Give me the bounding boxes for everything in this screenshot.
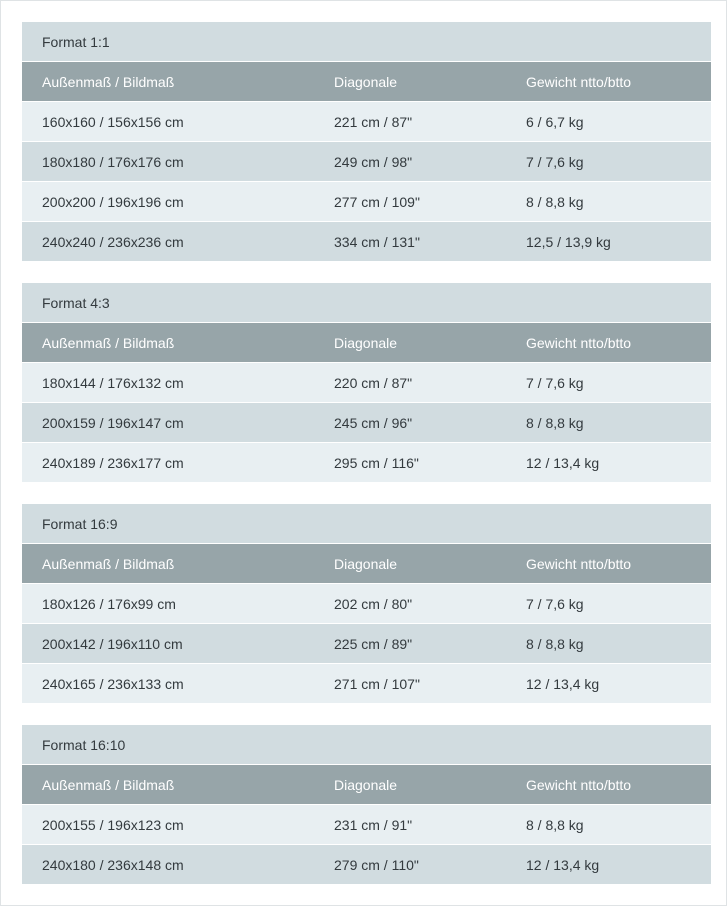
header-size: Außenmaß / Bildmaß [22, 765, 314, 805]
column-header-row [22, 323, 711, 363]
header-weight: Gewicht ntto/btto [506, 323, 711, 363]
format-title-row [22, 283, 711, 323]
format-title: Format 16:10 [22, 725, 711, 765]
table-row [22, 584, 711, 624]
cell-diagonal: 295 cm / 116" [314, 443, 506, 483]
table-row [22, 805, 711, 845]
column-header-row [22, 544, 711, 584]
cell-size: 200x155 / 196x123 cm [22, 805, 314, 845]
cell-size: 180x180 / 176x176 cm [22, 142, 314, 182]
format-title: Format 4:3 [22, 283, 711, 323]
cell-diagonal: 271 cm / 107" [314, 664, 506, 704]
header-diagonal: Diagonale [314, 765, 506, 805]
cell-weight: 12 / 13,4 kg [506, 443, 711, 483]
cell-diagonal: 334 cm / 131" [314, 222, 506, 262]
header-size: Außenmaß / Bildmaß [22, 323, 314, 363]
cell-size: 240x165 / 236x133 cm [22, 664, 314, 704]
table-row [22, 664, 711, 704]
header-weight: Gewicht ntto/btto [506, 765, 711, 805]
cell-diagonal: 220 cm / 87" [314, 363, 506, 403]
cell-diagonal: 221 cm / 87" [314, 102, 506, 142]
table-row [22, 363, 711, 403]
header-diagonal: Diagonale [314, 62, 506, 102]
cell-diagonal: 279 cm / 110" [314, 845, 506, 885]
header-size: Außenmaß / Bildmaß [22, 62, 314, 102]
cell-size: 240x189 / 236x177 cm [22, 443, 314, 483]
cell-diagonal: 249 cm / 98" [314, 142, 506, 182]
format-table-1-1 [22, 22, 711, 261]
cell-weight: 8 / 8,8 kg [506, 182, 711, 222]
header-diagonal: Diagonale [314, 323, 506, 363]
table-row [22, 142, 711, 182]
table-row [22, 624, 711, 664]
cell-weight: 7 / 7,6 kg [506, 363, 711, 403]
cell-size: 160x160 / 156x156 cm [22, 102, 314, 142]
cell-size: 240x240 / 236x236 cm [22, 222, 314, 262]
cell-diagonal: 277 cm / 109" [314, 182, 506, 222]
format-title-row [22, 22, 711, 62]
format-table-4-3 [22, 283, 711, 482]
table-row [22, 443, 711, 483]
format-table-16-10 [22, 725, 711, 884]
cell-weight: 12 / 13,4 kg [506, 845, 711, 885]
cell-weight: 12,5 / 13,9 kg [506, 222, 711, 262]
cell-weight: 12 / 13,4 kg [506, 664, 711, 704]
table-row [22, 182, 711, 222]
table-row [22, 403, 711, 443]
cell-diagonal: 202 cm / 80" [314, 584, 506, 624]
header-weight: Gewicht ntto/btto [506, 544, 711, 584]
cell-size: 200x159 / 196x147 cm [22, 403, 314, 443]
cell-diagonal: 225 cm / 89" [314, 624, 506, 664]
cell-weight: 7 / 7,6 kg [506, 142, 711, 182]
format-tables [22, 22, 711, 906]
cell-size: 180x144 / 176x132 cm [22, 363, 314, 403]
cell-weight: 8 / 8,8 kg [506, 805, 711, 845]
format-title-row [22, 504, 711, 544]
format-table-16-9 [22, 504, 711, 703]
table-row [22, 845, 711, 885]
cell-size: 200x200 / 196x196 cm [22, 182, 314, 222]
format-title-row [22, 725, 711, 765]
table-row [22, 222, 711, 262]
cell-weight: 7 / 7,6 kg [506, 584, 711, 624]
cell-weight: 6 / 6,7 kg [506, 102, 711, 142]
column-header-row [22, 62, 711, 102]
header-diagonal: Diagonale [314, 544, 506, 584]
cell-weight: 8 / 8,8 kg [506, 403, 711, 443]
cell-diagonal: 245 cm / 96" [314, 403, 506, 443]
format-title: Format 16:9 [22, 504, 711, 544]
cell-weight: 8 / 8,8 kg [506, 624, 711, 664]
cell-size: 200x142 / 196x110 cm [22, 624, 314, 664]
cell-diagonal: 231 cm / 91" [314, 805, 506, 845]
column-header-row [22, 765, 711, 805]
cell-size: 240x180 / 236x148 cm [22, 845, 314, 885]
header-size: Außenmaß / Bildmaß [22, 544, 314, 584]
cell-size: 180x126 / 176x99 cm [22, 584, 314, 624]
format-title: Format 1:1 [22, 22, 711, 62]
header-weight: Gewicht ntto/btto [506, 62, 711, 102]
table-row [22, 102, 711, 142]
